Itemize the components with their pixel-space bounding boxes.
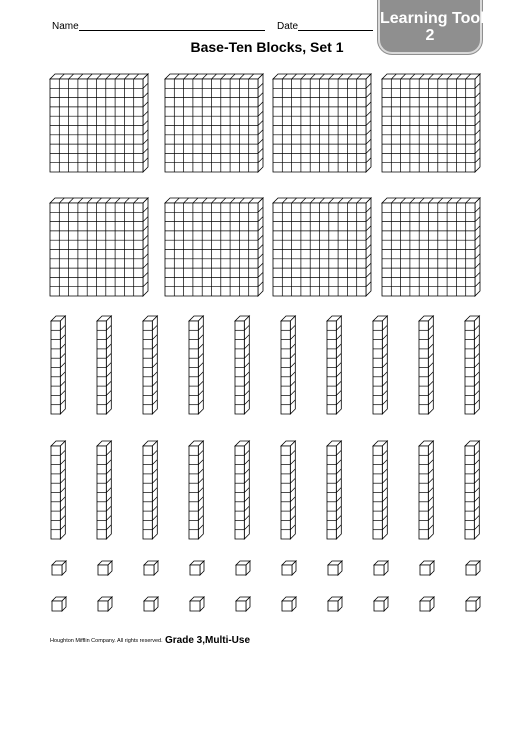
ones-cube-block xyxy=(144,597,158,611)
ones-cube-block xyxy=(52,561,66,575)
ones-cube-block xyxy=(98,597,112,611)
page-title: Base-Ten Blocks, Set 1 xyxy=(190,39,344,55)
ones-cube-block xyxy=(236,561,250,575)
tens-rod-block xyxy=(327,441,341,539)
tens-rod-block xyxy=(281,441,295,539)
hundreds-flat-block xyxy=(50,74,148,172)
ones-cube-block xyxy=(98,561,112,575)
tens-rod-block xyxy=(143,316,157,414)
tens-rod-block xyxy=(143,441,157,539)
ones-cube-block xyxy=(144,561,158,575)
grade-label: Grade 3,Multi-Use xyxy=(165,635,251,646)
ones-cube-block xyxy=(52,597,66,611)
hundreds-flat-block xyxy=(165,74,263,172)
ones-cube-block xyxy=(190,561,204,575)
tens-rod-block xyxy=(189,316,203,414)
tens-rod-block xyxy=(51,316,65,414)
hundreds-flat-block xyxy=(273,198,371,296)
tens-rod-block xyxy=(327,316,341,414)
tens-rod-block xyxy=(465,316,479,414)
ones-cube-block xyxy=(374,561,388,575)
tens-rod-block xyxy=(373,316,387,414)
tens-rod-block xyxy=(419,316,433,414)
date-label: Date xyxy=(277,21,299,32)
tens-rod-block xyxy=(189,441,203,539)
badge-title: Learning Tool xyxy=(380,10,485,27)
tens-rod-block xyxy=(235,316,249,414)
hundreds-flat-block xyxy=(50,198,148,296)
ones-cube-block xyxy=(466,561,480,575)
hundreds-flat-block xyxy=(165,198,263,296)
ones-cube-block xyxy=(236,597,250,611)
tens-rod-block xyxy=(97,316,111,414)
ones-cube-block xyxy=(282,597,296,611)
tens-rod-block xyxy=(281,316,295,414)
tens-rod-block xyxy=(235,441,249,539)
hundreds-flat-block xyxy=(273,74,371,172)
hundreds-flat-block xyxy=(382,74,480,172)
ones-cube-block xyxy=(190,597,204,611)
ones-cube-block xyxy=(420,597,434,611)
ones-cube-block xyxy=(328,597,342,611)
ones-cube-block xyxy=(374,597,388,611)
ones-cube-block xyxy=(282,561,296,575)
tens-rod-block xyxy=(419,441,433,539)
badge-number: 2 xyxy=(425,27,435,44)
ones-cube-block xyxy=(328,561,342,575)
tens-rod-block xyxy=(97,441,111,539)
tens-rod-block xyxy=(465,441,479,539)
ones-cube-block xyxy=(420,561,434,575)
hundreds-flat-block xyxy=(382,198,480,296)
copyright-notice: Houghton Mifflin Company. All rights reserved. xyxy=(50,638,163,644)
tens-rod-block xyxy=(373,441,387,539)
name-label: Name xyxy=(52,21,79,32)
ones-cube-block xyxy=(466,597,480,611)
tens-rod-block xyxy=(51,441,65,539)
